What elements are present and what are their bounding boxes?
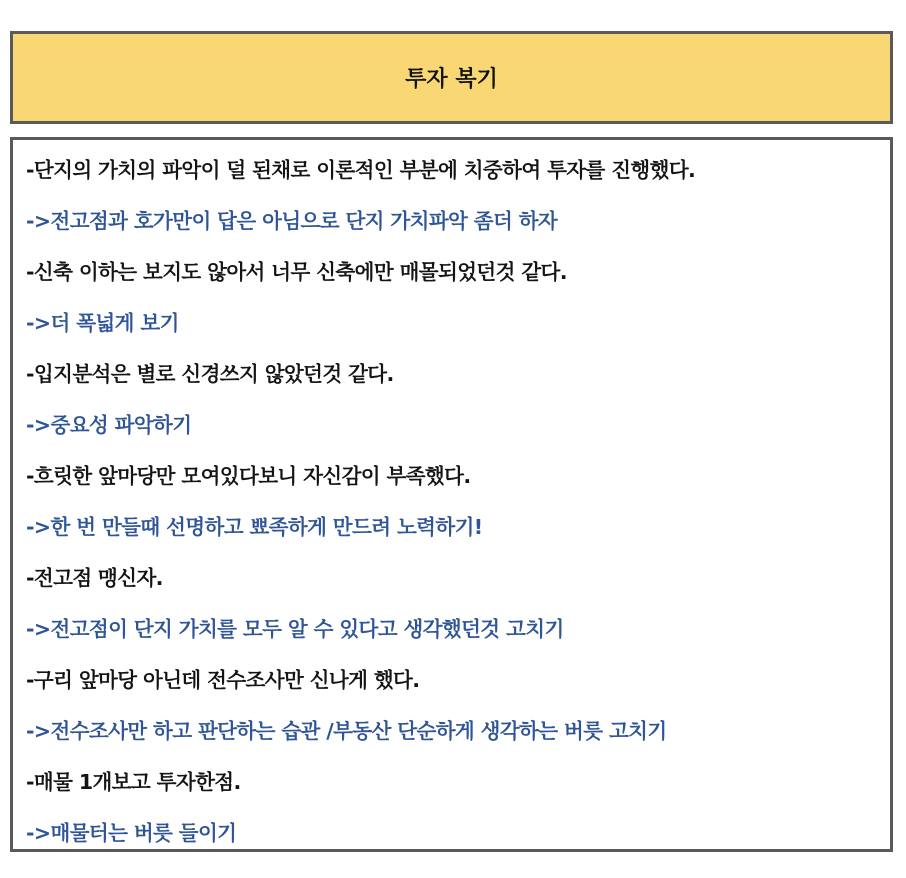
issue-line-6: -구리 앞마당 아닌데 전수조사만 신나게 했다. — [26, 668, 420, 692]
fix-line-1: ->전고점과 호가만이 답은 아님으로 단지 가치파악 좀더 하자 — [26, 209, 558, 233]
issue-line-3: -입지분석은 별로 신경쓰지 않았던것 같다. — [26, 362, 394, 386]
issue-line-2: -신축 이하는 보지도 않아서 너무 신축에만 매몰되었던것 같다. — [26, 260, 567, 284]
fix-line-6: ->전수조사만 하고 판단하는 습관 /부동산 단순하게 생각하는 버릇 고치기 — [26, 719, 667, 743]
page-title: 투자 복기 — [405, 67, 498, 92]
fix-line-5: ->전고점이 단지 가치를 모두 알 수 있다고 생각했던것 고치기 — [26, 617, 564, 641]
issue-line-5: -전고점 맹신자. — [26, 566, 163, 590]
review-list — [10, 137, 893, 852]
fix-line-7: ->매물터는 버릇 들이기 — [26, 821, 237, 845]
issue-line-1: -단지의 가치의 파악이 덜 된채로 이론적인 부분에 치중하여 투자를 진행했다. — [26, 158, 696, 182]
fix-line-4: ->한 번 만들때 선명하고 뾰족하게 만드려 노력하기! — [26, 515, 483, 539]
fix-line-2: ->더 폭넓게 보기 — [26, 311, 179, 335]
issue-line-7: -매물 1개보고 투자한점. — [26, 770, 241, 794]
title-banner — [10, 31, 893, 124]
fix-line-3: ->중요성 파악하기 — [26, 413, 192, 437]
issue-line-4: -흐릿한 앞마당만 모여있다보니 자신감이 부족했다. — [26, 464, 471, 488]
